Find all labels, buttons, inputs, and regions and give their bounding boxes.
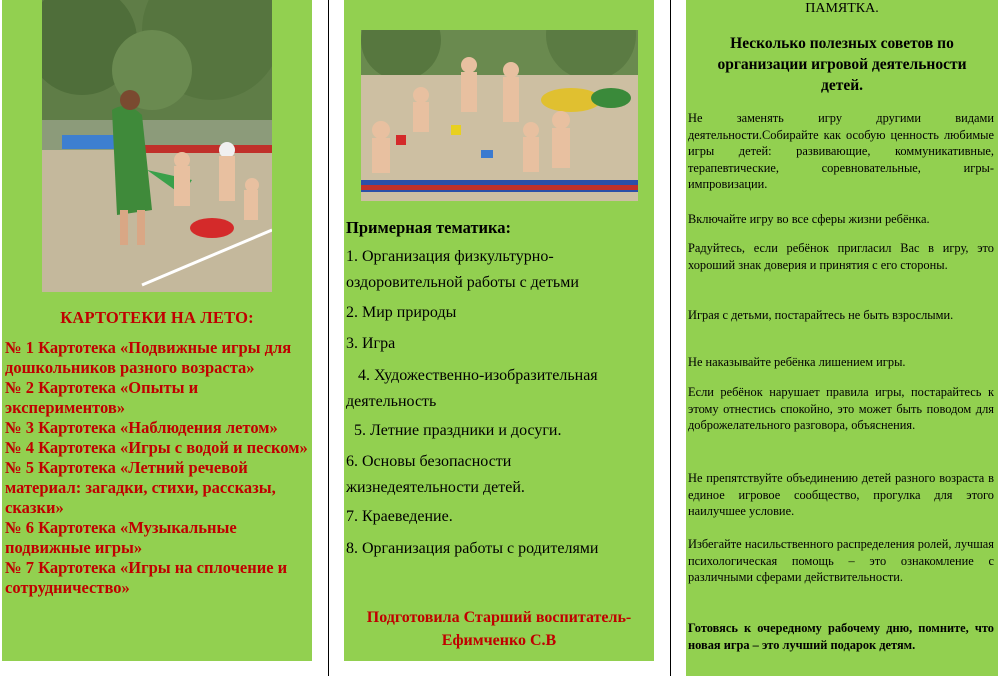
topic-item-1: 1. Организация физкультурно-оздоровительной работы с детьми [346, 248, 579, 291]
photo-children-in-sandbox [361, 30, 638, 201]
card-index-item-1: № 1 Картотека «Подвижные игры для дошкольников разного возраста» [5, 338, 292, 377]
topics-heading: Примерная тематика: [346, 218, 512, 237]
memo-closing: Готовясь к очередному рабочему дню, помните, что новая игра – это лучший подарок детям. [688, 621, 994, 652]
author-credit: Подготовила Старший воспитатель- Ефимченко С.В [366, 609, 632, 649]
topic-item-4: 4. Художественно-изобразительная деятельность [346, 367, 602, 410]
topic-item-3: 3. Игра [346, 335, 396, 352]
card-index-item-3: № 3 Картотека «Наблюдения летом» [5, 418, 278, 437]
tip-7: Не препятствуйте объединению детей разного возраста в единое игровое сообщество, прогулка для этого наилучшее условие. [688, 471, 994, 518]
topic-item-7: 7. Краеведение. [346, 508, 453, 525]
card-index-item-2: № 2 Картотека «Опыты и экспериментов» [5, 378, 199, 417]
photo-teacher-with-children [42, 0, 272, 292]
card-index-title: КАРТОТЕКИ НА ЛЕТО: [60, 308, 254, 327]
tip-5: Не наказывайте ребёнка лишением игры. [688, 355, 906, 369]
card-index-item-4: № 4 Картотека «Игры с водой и песком» [5, 438, 308, 457]
memo-title: Несколько полезных советов по организации игровой деятельности детей. [717, 35, 967, 94]
topic-item-6: 6. Основы безопасности жизнедеятельности детей. [346, 453, 525, 496]
tip-4: Играя с детьми, постарайтесь не быть взрослыми. [688, 308, 954, 322]
topic-item-5: 5. Летние праздники и досуги. [346, 422, 562, 439]
topic-item-8: 8. Организация работы с родителями [346, 540, 599, 557]
tip-8: Избегайте насильственного распределения ролей, лучшая психологическая помощь – это ознакомление с различными сферами действительности. [688, 537, 994, 584]
fold-line-right [670, 0, 671, 676]
tip-3: Радуйтесь, если ребёнок пригласил Вас в игру, это хороший знак доверия и принятия с его стороны. [688, 241, 994, 272]
fold-line-left [328, 0, 329, 676]
card-index-item-5: № 5 Картотека «Летний речевой материал: загадки, стихи, рассказы, сказки» [5, 458, 276, 517]
tip-6: Если ребёнок нарушает правила игры, постарайтесь к этому отнестись спокойно, это может быть поводом для доброжелательного разговора, объяснения. [688, 385, 994, 432]
tip-1: Не заменять игру другими видами деятельности.Собирайте как особую ценность любимые игры детей: развивающие, коммуникативные, терапевтические, соревновательные, игры-импровизации. [688, 111, 994, 191]
card-index-list [5, 338, 310, 598]
card-index-item-6: № 6 Картотека «Музыкальные подвижные игры» [5, 518, 237, 557]
memo-label: ПАМЯТКА. [805, 1, 879, 16]
card-index-item-7: № 7 Картотека «Игры на сплочение и сотрудничество» [5, 558, 288, 597]
tip-2: Включайте игру во все сферы жизни ребёнка. [688, 212, 930, 226]
topic-item-2: 2. Мир природы [346, 304, 457, 321]
